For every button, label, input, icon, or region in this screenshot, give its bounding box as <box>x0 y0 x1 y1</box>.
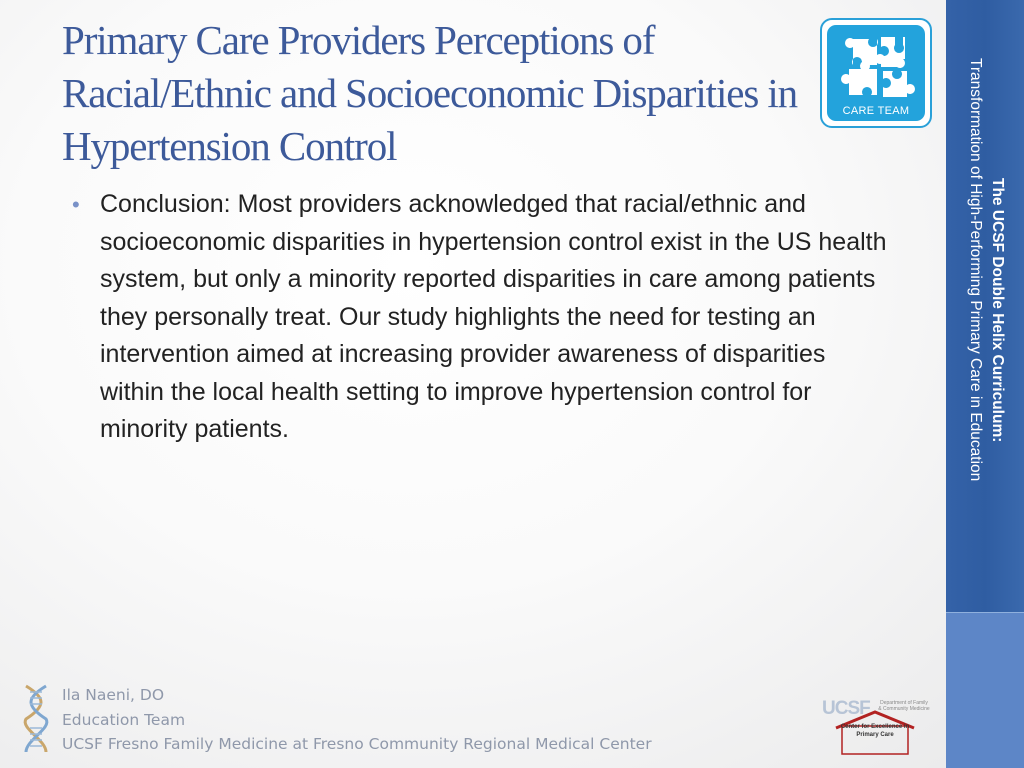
sidebar-line2: Transformation of High-Performing Primary Care in Education <box>967 58 984 482</box>
care-team-logo <box>820 18 932 128</box>
slide-title: Primary Care Providers Perceptions of Racial/Ethnic and Socioeconomic Disparities in Hypertension Control <box>62 17 798 169</box>
footer-affiliation: UCSF Fresno Family Medicine at Fresno Community Regional Medical Center <box>62 735 652 753</box>
bullet-icon: • <box>72 192 80 217</box>
center-text: Center for Excellence in Primary Care <box>840 724 910 738</box>
footer <box>62 683 652 757</box>
footer-author: Ila Naeni, DO <box>62 686 165 704</box>
bullet-item <box>72 186 892 449</box>
dept-text: Department of Family & Community Medicine <box>878 700 930 712</box>
sidebar-title <box>958 58 1008 563</box>
ucsf-wordmark: UCSF <box>822 698 870 719</box>
ucsf-center-logo <box>818 694 928 756</box>
bullet-text: Conclusion: Most providers acknowledged that racial/ethnic and socioeconomic disparities in hypertension control exist in the US health system, but only a minority reported disparities in care among patients they personally treat. Our study highlights the need for testing an intervention aimed at increasing provider awareness of disparities within the local health setting to improve hypertension control for minority patients. <box>100 190 887 443</box>
dna-helix-icon <box>22 684 50 754</box>
logo-caption: CARE TEAM <box>842 105 910 117</box>
sidebar-line1: The UCSF Double Helix Curriculum: <box>989 178 1006 443</box>
sidebar-lower-panel <box>946 613 1024 768</box>
footer-team: Education Team <box>62 710 186 729</box>
puzzle-icon <box>827 25 927 105</box>
